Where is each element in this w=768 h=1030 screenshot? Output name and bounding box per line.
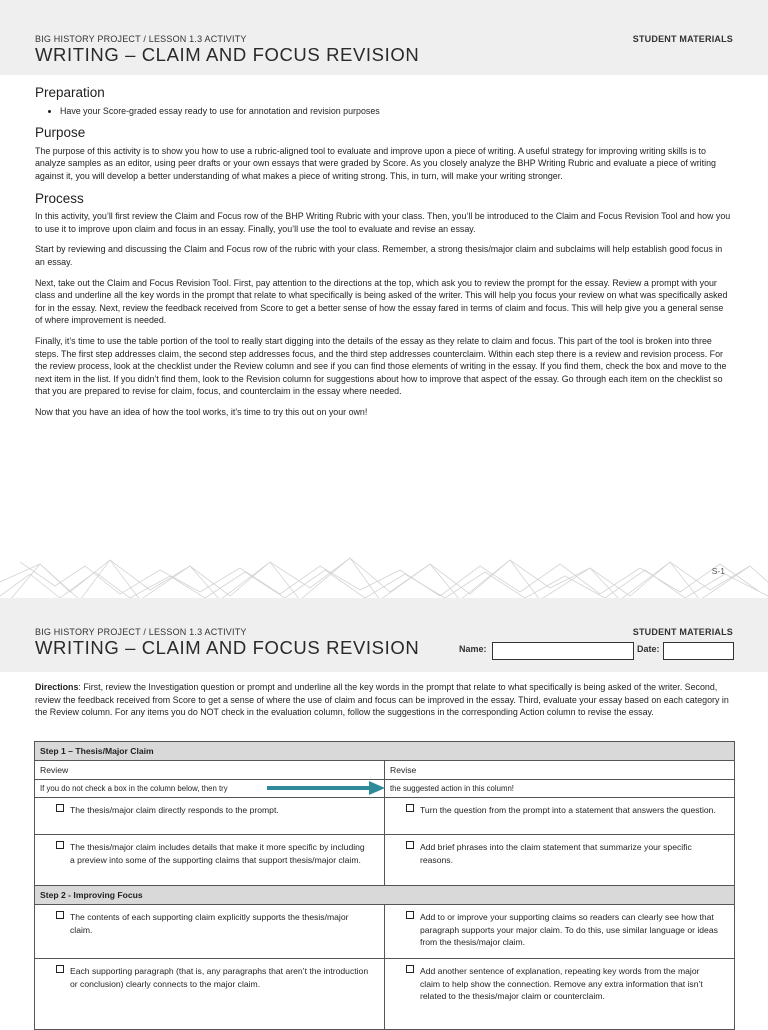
step-header-row — [35, 886, 735, 905]
directions-label: Directions — [35, 682, 79, 692]
review-item: Each supporting paragraph (that is, any paragraphs that aren’t the introduction or conclusion) clearly connects to the major claim. — [70, 966, 369, 989]
table-row — [35, 835, 735, 886]
column-header-row — [35, 761, 735, 780]
revise-item: Turn the question from the prompt into a statement that answers the question. — [420, 805, 716, 815]
page-title: WRITING – CLAIM AND FOCUS REVISION — [35, 44, 420, 65]
revise-checkbox[interactable] — [406, 804, 414, 812]
arrow-head — [369, 781, 385, 795]
step-header-row — [35, 742, 735, 761]
review-checkbox[interactable] — [56, 804, 64, 812]
table-row — [35, 905, 735, 959]
revise-item: Add another sentence of explanation, repeating key words from the major claim to help show the connection. Remove any extra information that isn’t related to the thesis/major claim or counterclaim. — [420, 966, 703, 1002]
student-materials-label: STUDENT MATERIALS — [632, 627, 733, 637]
revise-item: Add brief phrases into the claim statement that summarize your specific reasons. — [420, 842, 692, 865]
step1-header: Step 1 – Thesis/Major Claim — [35, 742, 735, 761]
preparation-list — [35, 105, 732, 118]
series-label: BIG HISTORY PROJECT / LESSON 1.3 ACTIVITY — [35, 627, 247, 637]
step2-header: Step 2 - Improving Focus — [35, 886, 735, 905]
process-paragraph: Start by reviewing and discussing the Claim and Focus row of the rubric with your class. Remember, a strong thesis/major claim and subclaims will help establish good focus in an essay. — [35, 244, 723, 267]
page1-content — [35, 87, 732, 426]
process-heading: Process — [35, 190, 84, 206]
revise-checkbox[interactable] — [406, 965, 414, 973]
instruction-right: the suggested action in this column! — [385, 780, 735, 798]
process-paragraph: Next, take out the Claim and Focus Revision Tool. First, pay attention to the directions at the top, which ask you to review the prompt for the essay. Review a prompt with your class and underline all the key words in the prompt that relate to what specifically is being asked of the writer. This will help you focus your review on what was specifically asked for in the essay. Next, review the feedback received from Score to get a better sense of how the essay fared in terms of claim and focus. This will help give you a general sense of where improvement is needed. — [35, 277, 728, 326]
review-checkbox[interactable] — [56, 965, 64, 973]
arrow-right-icon — [267, 781, 385, 795]
student-materials-label: STUDENT MATERIALS — [632, 34, 733, 44]
revise-item: Add to or improve your supporting claims so readers can clearly see how that paragraph supports your major claim. To do this, use similar language or ideas from the thesis/major claim. — [420, 912, 718, 948]
table-row — [35, 959, 735, 1030]
name-label: Name: — [459, 644, 487, 654]
instruction-left: If you do not check a box in the column below, then try — [35, 780, 385, 798]
arrow-shaft — [267, 786, 371, 790]
purpose-heading: Purpose — [35, 125, 86, 141]
preparation-heading: Preparation — [35, 85, 105, 100]
date-field[interactable] — [663, 642, 734, 660]
purpose-text: The purpose of this activity is to show you how to use a rubric-aligned tool to evaluate and improve upon a piece of writing. A useful strategy for improving writing skills is to analyze samples as an editor, using peer drafts or your own essays that were graded by Score. As you closely analyze the BHP Writing Rubric and evaluate a piece of writing against it, you will develop a better understanding of what makes a piece of writing strong. This, in turn, will make your writing stronger. — [35, 145, 716, 181]
preparation-bullet: • Have your Score-graded essay ready to use for annotation and revision purposes — [60, 105, 732, 118]
process-paragraph: In this activity, you’ll first review the Claim and Focus row of the BHP Writing Rubric with your class. Then, you’ll be introduced to the Claim and Focus Revision Tool and how you to use it to improve upon claim and focus in an essay. Finally, you’ll use the tool to evaluate and revise an essay. — [35, 211, 731, 234]
page-number: S-1 — [711, 566, 725, 576]
process-paragraph: Now that you have an idea of how the tool works, it’s time to try this out on your own! — [35, 406, 368, 417]
directions — [35, 681, 732, 719]
footer-triangle-pattern — [0, 552, 768, 600]
review-item: The thesis/major claim includes details that make it more specific by including a preview into some of the supporting claims that support thesis/major claim. — [70, 842, 365, 865]
date-label: Date: — [637, 644, 660, 654]
review-item: The thesis/major claim directly responds to the prompt. — [70, 805, 279, 815]
name-field[interactable] — [492, 642, 634, 660]
page-title: WRITING – CLAIM AND FOCUS REVISION — [35, 637, 420, 658]
series-label: BIG HISTORY PROJECT / LESSON 1.3 ACTIVITY — [35, 34, 247, 44]
review-item: The contents of each supporting claim explicitly supports the thesis/major claim. — [70, 912, 349, 935]
revise-checkbox[interactable] — [406, 911, 414, 919]
review-checkbox[interactable] — [56, 911, 64, 919]
revise-column-header: Revise — [385, 761, 735, 780]
review-checkbox[interactable] — [56, 841, 64, 849]
directions-text: : First, review the Investigation question or prompt and underline all the key words in the prompt that relate to what specifically is being asked of the writer. Second, review the feedback received from Score to get a sense of where the use of claim and focus can be improved in the essay. Third, evaluate your essay based on each category in the Review column. For any items you do NOT check in the evaluation column, follow the suggestions in the corresponding Action column to revise the essay. — [35, 682, 729, 718]
revise-checkbox[interactable] — [406, 841, 414, 849]
review-column-header: Review — [35, 761, 385, 780]
table-row — [35, 798, 735, 835]
process-paragraph: Finally, it’s time to use the table portion of the tool to really start digging into the details of the essay as they relate to claim and focus. This part of the tool is broken into three steps. The first step addresses claim, the second step addresses focus, and the third step addresses counterclaim. Within each step there is a review and revision process. For the review process, look at the checklist under the Review column and see if you can find those elements of writing in the essay. If you find them, check the box and move to the next item in the list. If you didn’t find them, look to the Revision column for suggestions about how to improve that aspect of the essay. Go through each item on the checklist so that you are prepared to revise for claim, focus, and counterclaim in the essay where needed. — [35, 335, 727, 397]
